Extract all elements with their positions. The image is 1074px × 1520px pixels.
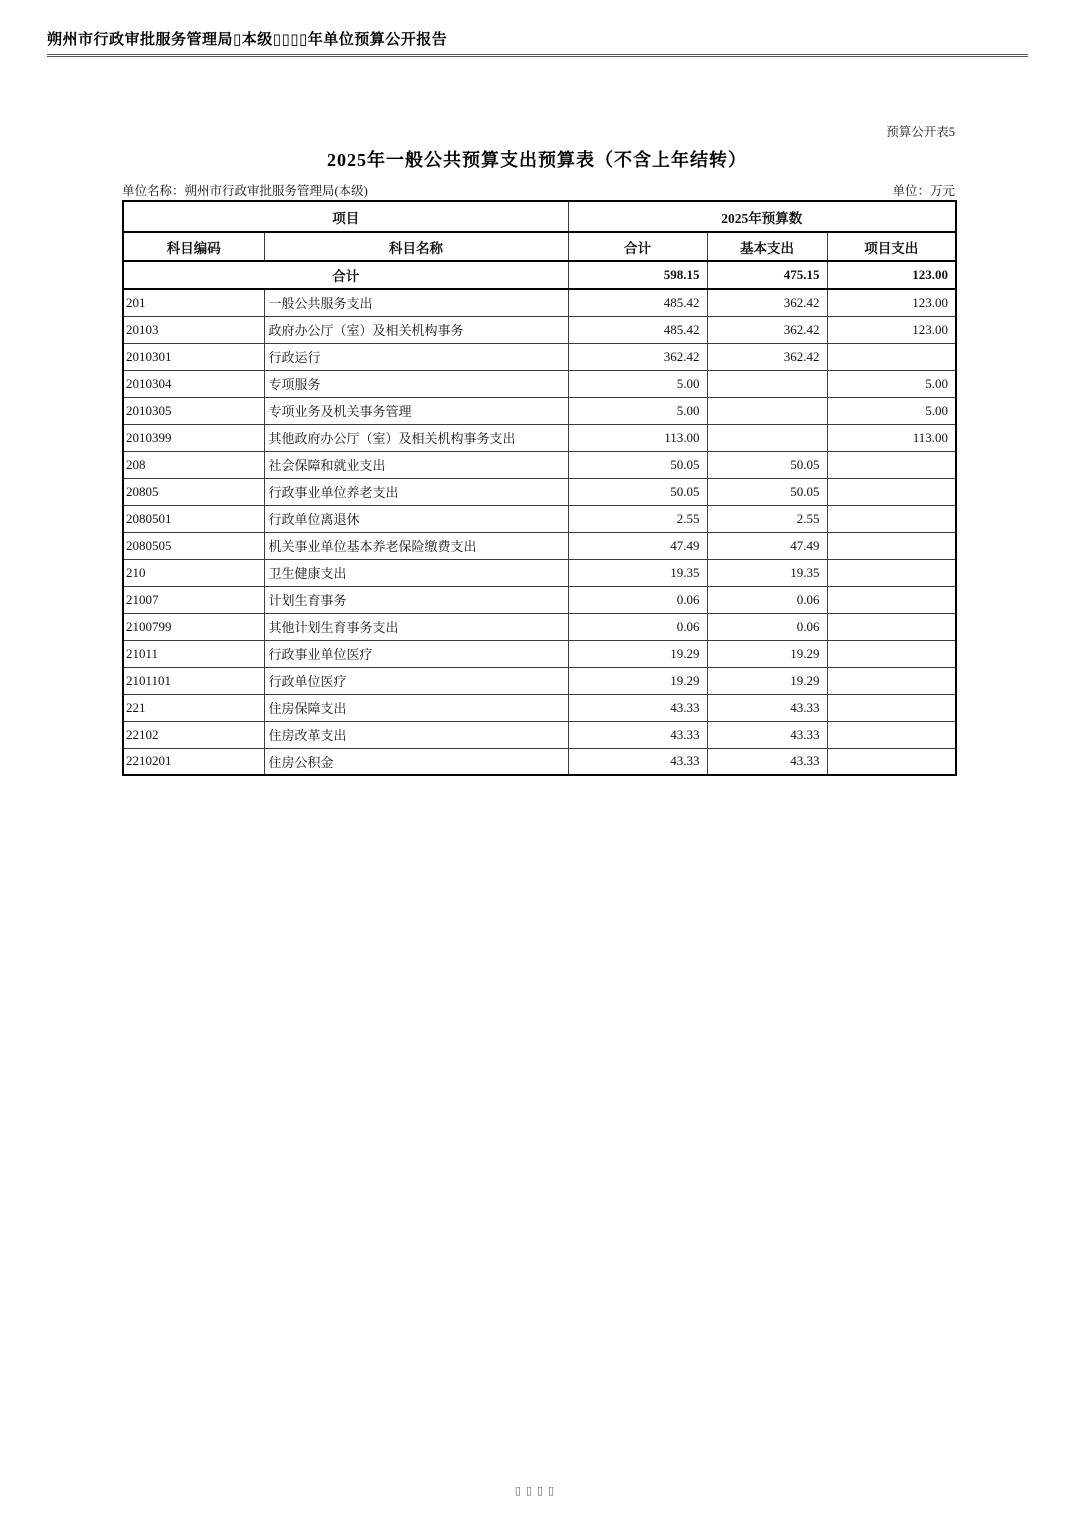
page-footer: ▯▯▯▯ [514, 1484, 560, 1497]
cell-basic-expense: 50.05 [707, 451, 827, 478]
header-columns-row [123, 232, 956, 261]
cell-subject-code: 2010399 [123, 424, 264, 451]
table-head [123, 201, 956, 261]
table-row [123, 505, 956, 532]
table-row [123, 640, 956, 667]
table-row [123, 586, 956, 613]
cell-subject-code: 2010305 [123, 397, 264, 424]
cell-subject-name: 其他计划生育事务支出 [264, 613, 568, 640]
cell-subject-code: 22102 [123, 721, 264, 748]
cell-subject-name: 专项业务及机关事务管理 [264, 397, 568, 424]
cell-total-amount: 19.29 [568, 667, 707, 694]
cell-subject-name: 住房公积金 [264, 748, 568, 775]
table-row [123, 316, 956, 343]
table-row [123, 667, 956, 694]
cell-total-amount: 43.33 [568, 748, 707, 775]
table-row [123, 613, 956, 640]
cell-total-amount: 5.00 [568, 370, 707, 397]
header-group-project: 项目 [123, 201, 568, 232]
total-row [123, 261, 956, 289]
table-row [123, 451, 956, 478]
cell-subject-name: 住房保障支出 [264, 694, 568, 721]
cell-total-amount: 0.06 [568, 613, 707, 640]
cell-subject-code: 208 [123, 451, 264, 478]
column-header-code: 科目编码 [123, 232, 264, 261]
cell-total-amount: 43.33 [568, 694, 707, 721]
cell-basic-expense: 362.42 [707, 343, 827, 370]
cell-total-amount: 362.42 [568, 343, 707, 370]
cell-subject-name: 其他政府办公厅（室）及相关机构事务支出 [264, 424, 568, 451]
unit-name-label: 单位名称：朔州市行政审批服务管理局(本级) [122, 184, 368, 198]
cell-basic-expense: 19.35 [707, 559, 827, 586]
cell-project-expense [827, 640, 956, 667]
running-head: 朔州市行政审批服务管理局▯本级▯▯▯▯年单位预算公开报告 [47, 28, 1028, 57]
table-row [123, 559, 956, 586]
table-body [123, 289, 956, 775]
cell-total-amount: 5.00 [568, 397, 707, 424]
cell-subject-name: 机关事业单位基本养老保险缴费支出 [264, 532, 568, 559]
cell-subject-code: 21011 [123, 640, 264, 667]
cell-total-amount: 47.49 [568, 532, 707, 559]
column-header-total: 合计 [568, 232, 707, 261]
table-row [123, 532, 956, 559]
cell-basic-expense: 0.06 [707, 586, 827, 613]
cell-basic-expense: 362.42 [707, 289, 827, 316]
cell-subject-name: 计划生育事务 [264, 586, 568, 613]
total-row-basic: 475.15 [707, 261, 827, 289]
cell-subject-code: 20103 [123, 316, 264, 343]
cell-basic-expense: 43.33 [707, 694, 827, 721]
cell-subject-code: 2080505 [123, 532, 264, 559]
cell-total-amount: 485.42 [568, 316, 707, 343]
cell-total-amount: 0.06 [568, 586, 707, 613]
sheet-number-label: 预算公开表5 [886, 125, 955, 139]
cell-subject-name: 政府办公厅（室）及相关机构事务 [264, 316, 568, 343]
table-row [123, 694, 956, 721]
cell-project-expense [827, 694, 956, 721]
cell-project-expense: 123.00 [827, 316, 956, 343]
cell-subject-code: 2100799 [123, 613, 264, 640]
table-row [123, 721, 956, 748]
cell-project-expense [827, 559, 956, 586]
cell-subject-name: 卫生健康支出 [264, 559, 568, 586]
page-title: 2025年一般公共预算支出预算表（不含上年结转） [327, 150, 747, 170]
header-group-budget: 2025年预算数 [568, 201, 956, 232]
cell-project-expense [827, 451, 956, 478]
cell-basic-expense [707, 424, 827, 451]
cell-basic-expense: 50.05 [707, 478, 827, 505]
cell-subject-code: 2080501 [123, 505, 264, 532]
cell-project-expense [827, 505, 956, 532]
column-header-basic: 基本支出 [707, 232, 827, 261]
table-row [123, 289, 956, 316]
cell-project-expense [827, 748, 956, 775]
cell-subject-name: 行政运行 [264, 343, 568, 370]
table-row [123, 424, 956, 451]
column-header-name: 科目名称 [264, 232, 568, 261]
cell-project-expense: 113.00 [827, 424, 956, 451]
cell-total-amount: 485.42 [568, 289, 707, 316]
cell-project-expense [827, 343, 956, 370]
cell-basic-expense [707, 370, 827, 397]
cell-subject-name: 行政事业单位医疗 [264, 640, 568, 667]
cell-basic-expense: 362.42 [707, 316, 827, 343]
cell-total-amount: 113.00 [568, 424, 707, 451]
cell-subject-name: 行政单位医疗 [264, 667, 568, 694]
cell-project-expense: 123.00 [827, 289, 956, 316]
table-row [123, 397, 956, 424]
cell-basic-expense: 19.29 [707, 667, 827, 694]
cell-total-amount: 50.05 [568, 451, 707, 478]
header-group-row [123, 201, 956, 232]
cell-basic-expense: 2.55 [707, 505, 827, 532]
cell-basic-expense: 0.06 [707, 613, 827, 640]
total-row-total: 598.15 [568, 261, 707, 289]
unit-measure-label: 单位：万元 [892, 184, 955, 198]
cell-subject-code: 21007 [123, 586, 264, 613]
cell-subject-code: 210 [123, 559, 264, 586]
cell-total-amount: 50.05 [568, 478, 707, 505]
cell-project-expense [827, 613, 956, 640]
cell-subject-code: 201 [123, 289, 264, 316]
cell-subject-code: 221 [123, 694, 264, 721]
cell-total-amount: 43.33 [568, 721, 707, 748]
cell-project-expense: 5.00 [827, 397, 956, 424]
cell-subject-code: 2210201 [123, 748, 264, 775]
column-header-project: 项目支出 [827, 232, 956, 261]
cell-subject-code: 2010301 [123, 343, 264, 370]
cell-total-amount: 19.35 [568, 559, 707, 586]
table-meta-row [122, 181, 955, 199]
total-row-project: 123.00 [827, 261, 956, 289]
cell-project-expense [827, 532, 956, 559]
budget-table [122, 200, 957, 776]
cell-basic-expense: 19.29 [707, 640, 827, 667]
cell-subject-name: 行政事业单位养老支出 [264, 478, 568, 505]
cell-subject-code: 20805 [123, 478, 264, 505]
cell-subject-code: 2101101 [123, 667, 264, 694]
cell-subject-name: 一般公共服务支出 [264, 289, 568, 316]
cell-project-expense: 5.00 [827, 370, 956, 397]
cell-subject-name: 专项服务 [264, 370, 568, 397]
cell-subject-name: 行政单位离退休 [264, 505, 568, 532]
cell-project-expense [827, 667, 956, 694]
cell-subject-name: 社会保障和就业支出 [264, 451, 568, 478]
cell-basic-expense: 43.33 [707, 748, 827, 775]
table-row [123, 370, 956, 397]
cell-project-expense [827, 721, 956, 748]
total-row-label: 合计 [123, 261, 568, 289]
cell-total-amount: 19.29 [568, 640, 707, 667]
cell-basic-expense: 43.33 [707, 721, 827, 748]
cell-project-expense [827, 586, 956, 613]
cell-subject-code: 2010304 [123, 370, 264, 397]
cell-total-amount: 2.55 [568, 505, 707, 532]
table-row [123, 478, 956, 505]
table-row [123, 343, 956, 370]
cell-basic-expense: 47.49 [707, 532, 827, 559]
cell-basic-expense [707, 397, 827, 424]
table-row [123, 748, 956, 775]
cell-project-expense [827, 478, 956, 505]
cell-subject-name: 住房改革支出 [264, 721, 568, 748]
